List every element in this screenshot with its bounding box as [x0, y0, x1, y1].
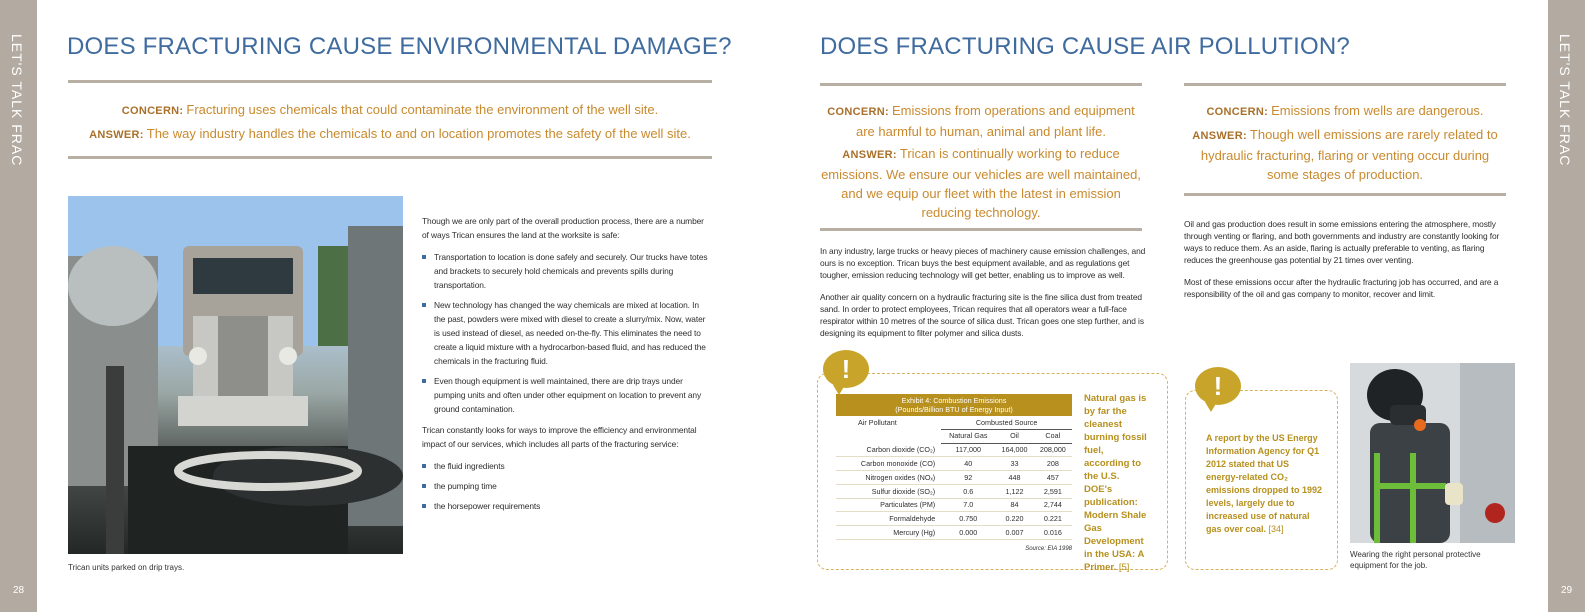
list-item: Even though equipment is well maintained, there are drip trays under pumping units and often under other equipment on location to prevent any ground contamination.: [434, 374, 712, 416]
exclamation-icon: !: [1195, 367, 1241, 405]
concern-answer-block: [820, 101, 1142, 225]
table-row: Carbon monoxide (CO) 40 33 208: [836, 457, 1072, 471]
concern-text: Emissions from operations and equipment are harmful to human, animal and plant life.: [855, 103, 1135, 139]
concern-tag: CONCERN:: [121, 105, 184, 117]
left-sidebar: [0, 0, 37, 612]
side-label: LET'S TALK FRAC: [9, 34, 25, 167]
column-header: Air Pollutant: [858, 417, 897, 427]
column-header: Coal: [1034, 429, 1072, 443]
paragraph: In any industry, large trucks or heavy pieces of machinery cause emission challenges, and ours is no exception. Trican buys the best equipment available, and as regulations get tougher, emission reducing technology will get better, enabling us to improve as well.: [820, 246, 1146, 280]
list-item: the horsepower requirements: [434, 499, 712, 513]
answer-text: Trican is continually working to reduce emissions. We ensure our vehicles are well maintained, and we equip our fleet with the latest in emission reducing technology.: [821, 146, 1141, 220]
answer-tag: ANSWER:: [89, 129, 144, 141]
concern-text: Emissions from wells are dangerous.: [1271, 103, 1484, 118]
table-source: Source: EIA 1998: [1025, 546, 1072, 553]
list-item: Transportation to location is done safely and securely. Our trucks have totes and brackets to securely hold chemicals and prevents spills during transportation.: [434, 250, 712, 292]
answer-tag: ANSWER:: [1192, 130, 1247, 142]
exclamation-icon: !: [823, 350, 869, 388]
body-text: [1184, 218, 1506, 308]
concern-text: Fracturing uses chemicals that could contaminate the environment of the well site.: [186, 102, 659, 117]
fact-text: A report by the US Energy Information Agency for Q1 2012 stated that US energy-related CO₂ emissions dropped to 1992 levels, largely due to increased use of natural gas over coal. [34]: [1206, 433, 1323, 534]
column-header: Natural Gas: [941, 429, 995, 443]
list-item: the fluid ingredients: [434, 459, 712, 473]
table-row: Particulates (PM) 7.0 84 2,744: [836, 498, 1072, 512]
divider: [68, 80, 712, 83]
concern-tag: CONCERN:: [827, 106, 889, 118]
answer-text: Though well emissions are rarely related to hydraulic fracturing, flaring or venting occur during some stages of production.: [1200, 127, 1498, 182]
page-number: 29: [1560, 585, 1573, 596]
table-row: Carbon dioxide (CO₂) 117,000 164,000 208,000: [836, 443, 1072, 457]
column-group-header: Combusted Source: [941, 416, 1072, 429]
concern-answer-block: [1184, 101, 1506, 187]
table-row: Sulfur dioxide (SO₂) 0.6 1,122 2,591: [836, 484, 1072, 498]
page-title: DOES FRACTURING CAUSE ENVIRONMENTAL DAMAGE?: [67, 33, 732, 60]
side-label: LET'S TALK FRAC: [1557, 34, 1573, 167]
reference: [5]: [1118, 562, 1130, 573]
paragraph: Another air quality concern on a hydraulic fracturing site is the fine silica dust from treated sand. In order to protect employees, Trican requires that all operators wear a full-face respirator within 10 metres of the source of silica dust. Trican goes one step further, and is designing its equipment to filter polymer and silica dusts.: [820, 292, 1144, 338]
list-item: the pumping time: [434, 479, 712, 493]
page-title: DOES FRACTURING CAUSE AIR POLLUTION?: [820, 33, 1350, 60]
reference: [34]: [1268, 524, 1284, 534]
closing-paragraph: Trican constantly looks for ways to improve the efficiency and environmental impact of our services, which includes all parts of the fracturing service:: [422, 425, 697, 449]
right-sidebar: [1548, 0, 1585, 612]
body-text: [422, 214, 712, 520]
table-row: Mercury (Hg) 0.000 0.007 0.016: [836, 526, 1072, 540]
concern-tag: CONCERN:: [1206, 106, 1269, 118]
truck-photo: [68, 196, 403, 554]
concern-answer-block: [68, 100, 712, 148]
divider: [1184, 83, 1506, 86]
paragraph: Most of these emissions occur after the hydraulic fracturing job has occurred, and are a responsibility of the oil and gas company to monitor, recover and limit.: [1184, 277, 1499, 299]
divider: [68, 156, 712, 159]
list-item: New technology has changed the way chemicals are mixed at location. In the past, powders were mixed with diesel to create a slurry/mix. Now, water is used instead of diesel, as needed on-the-fly. This eliminates the need to create a liquid mixture with a hydrocarbon-based fluid, and has reduced the chemicals in the fracturing fluid.: [434, 298, 712, 368]
worker-photo: [1350, 363, 1515, 543]
divider: [1184, 193, 1506, 196]
service-list: [422, 459, 712, 513]
divider: [820, 83, 1142, 86]
emissions-table: [836, 394, 1072, 552]
divider: [820, 228, 1142, 231]
page-number: 28: [12, 585, 25, 596]
table-title: Exhibit 4: Combustion Emissions (Pounds/Billion BTU of Energy Input): [836, 394, 1072, 416]
exhibit-note: Natural gas is by far the cleanest burning fossil fuel, according to the U.S. DOE's publication: Modern Shale Gas Development in the USA: A Primer. [5]: [1084, 393, 1147, 573]
table-row: Formaldehyde 0.750 0.220 0.221: [836, 512, 1072, 526]
intro-paragraph: Though we are only part of the overall production process, there are a number of ways Trican ensures the land at the worksite is safe:: [422, 216, 704, 240]
photo-caption: Trican units parked on drip trays.: [68, 563, 185, 572]
paragraph: Oil and gas production does result in some emissions entering the atmosphere, mostly through venting or flaring, and both governments and industry are constantly looking for ways to reduce them. As an aside, flaring is actually preferable to venting, as flaring reduces the greenhouse gas potential by 21 times over venting.: [1184, 219, 1500, 265]
photo-caption: Wearing the right personal protective equipment for the job.: [1350, 550, 1481, 570]
answer-tag: ANSWER:: [842, 149, 897, 161]
answer-text: The way industry handles the chemicals to and on location promotes the safety of the well site.: [146, 126, 691, 141]
column-header: Oil: [995, 429, 1033, 443]
bullet-list: [422, 250, 712, 416]
body-text: [820, 245, 1150, 347]
table-row: Nitrogen oxides (NOₓ) 92 448 457: [836, 471, 1072, 485]
